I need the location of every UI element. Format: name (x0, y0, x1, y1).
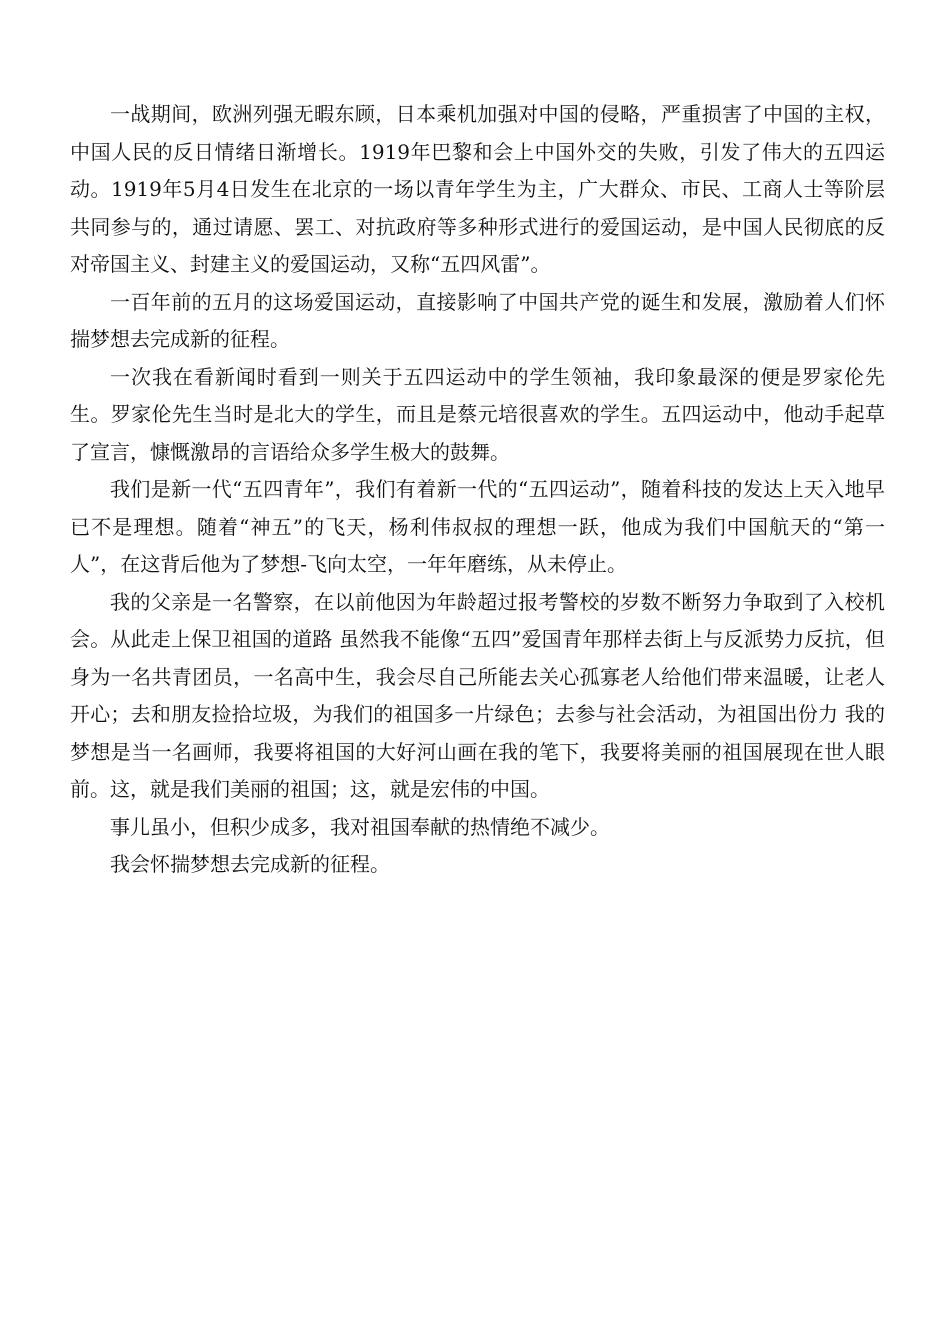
paragraph-luo-jialun: 一次我在看新闻时看到一则关于五四运动中的学生领袖，我印象最深的便是罗家伦先生。罗家伦先生当时是北大的学生，而且是蔡元培很喜欢的学生。五四运动中，他动手起草了宣言，慷慨激昂的言语给众多学生极大的鼓舞。 (70, 364, 885, 464)
paragraph-father-and-dream: 我的父亲是一名警察，在以前他因为年龄超过报考警校的岁数不断努力争取到了入校机会。从此走上保卫祖国的道路 虽然我不能像“五四”爱国青年那样去街上与反派势力反抗，但身为一名共青团员，一名高中生，我会尽自己所能去关心孤寡老人给他们带来温暖，让老人开心；去和朋友捡拾垃圾，为我们的祖国多一片绿色；去参与社会活动，为祖国出份力 我的梦想是当一名画师，我要将祖国的大好河山画在我的笔下，我要将美丽的祖国展现在世人眼前。这，就是我们美丽的祖国；这，就是宏伟的中国。 (70, 589, 885, 801)
paragraph-new-generation: 我们是新一代“五四青年”，我们有着新一代的“五四运动”，随着科技的发达上天入地早已不是理想。随着“神五”的飞天，杨利伟叔叔的理想一跃，他成为我们中国航天的“第一人”，在这背后他为了梦想-飞向太空，一年年磨练，从未停止。 (70, 477, 885, 576)
paragraph-small-deeds: 事儿虽小，但积少成多，我对祖国奉献的热情绝不减少。 (110, 814, 610, 839)
paragraph-century-impact: 一百年前的五月的这场爱国运动，直接影响了中国共产党的诞生和发展，激励着人们怀揣梦想去完成新的征程。 (70, 289, 885, 351)
paragraph-may-fourth-background: 一战期间，欧洲列强无暇东顾，日本乘机加强对中国的侵略，严重损害了中国的主权，中国人民的反日情绪日渐增长。1919年巴黎和会上中国外交的失败，引发了伟大的五四运动。1919年5月4日发生在北京的一场以青年学生为主，广大群众、市民、工商人士等阶层共同参与的，通过请愿、罢工、对抗政府等多种形式进行的爱国运动，是中国人民彻底的反对帝国主义、封建主义的爱国运动，又称“五四风雷”。 (70, 102, 885, 276)
document-body (70, 96, 885, 884)
paragraph-closing: 我会怀揣梦想去完成新的征程。 (110, 852, 390, 876)
